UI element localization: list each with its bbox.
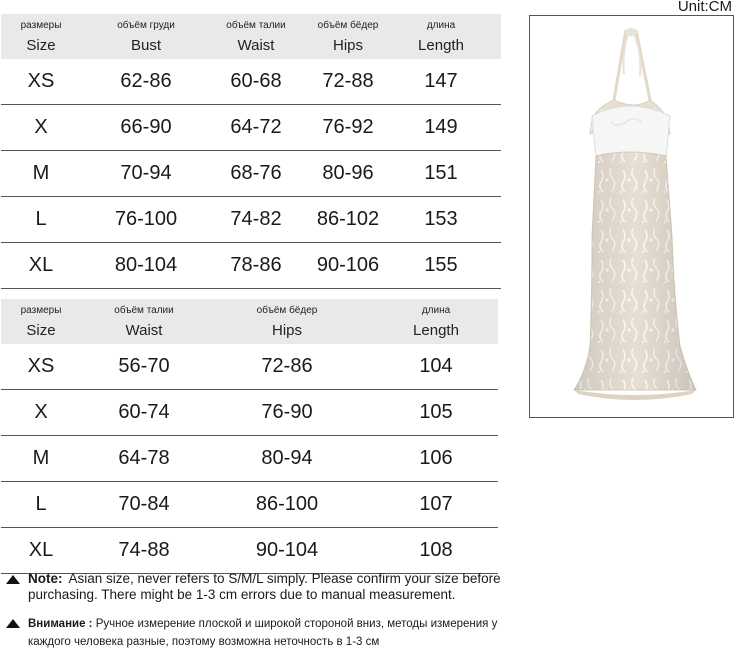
header-size xyxy=(1,299,81,344)
note-en-label: Note: xyxy=(28,571,63,586)
skirt-size-table xyxy=(1,299,498,574)
cell-length: 105 xyxy=(419,401,453,423)
table-row xyxy=(1,390,498,436)
table-row xyxy=(1,197,501,243)
cell-hips: 86-102 xyxy=(316,208,380,230)
table-header xyxy=(1,14,501,59)
cell-waist: 56-70 xyxy=(118,355,170,377)
halter-lace-dress-image xyxy=(530,16,733,417)
cell-size: X xyxy=(34,116,48,138)
header-size xyxy=(1,14,81,59)
cell-size: XS xyxy=(27,70,55,92)
cell-hips: 80-96 xyxy=(322,162,374,184)
cell-waist: 70-84 xyxy=(118,493,170,515)
cell-size: X xyxy=(34,401,48,423)
cell-length: 107 xyxy=(419,493,453,515)
cell-waist: 74-88 xyxy=(118,539,170,561)
cell-hips: 76-90 xyxy=(261,401,313,423)
cell-waist: 74-82 xyxy=(230,208,282,230)
note-ru xyxy=(4,615,514,651)
header-size-en: Size xyxy=(26,322,56,339)
header-waist-ru: объём талии xyxy=(114,305,174,316)
header-length-ru: длина xyxy=(426,20,456,31)
cell-hips: 90-104 xyxy=(255,539,319,561)
cell-length: 153 xyxy=(424,208,458,230)
cell-bust: 62-86 xyxy=(120,70,172,92)
header-hips-en: Hips xyxy=(271,322,302,339)
note-en xyxy=(4,571,514,603)
table-row xyxy=(1,151,501,197)
cell-hips: 72-86 xyxy=(261,355,313,377)
triangle-up-icon xyxy=(6,575,20,584)
header-waist xyxy=(206,14,306,59)
cell-bust: 80-104 xyxy=(114,254,178,276)
header-length xyxy=(391,14,491,59)
header-hips xyxy=(298,14,398,59)
table-row xyxy=(1,528,498,574)
header-waist xyxy=(94,299,194,344)
cell-length: 106 xyxy=(419,447,453,469)
cell-hips: 80-94 xyxy=(261,447,313,469)
cell-length: 108 xyxy=(419,539,453,561)
cell-waist: 64-72 xyxy=(230,116,282,138)
cell-length: 147 xyxy=(424,70,458,92)
header-length-en: Length xyxy=(418,37,464,54)
dress-size-table xyxy=(1,14,501,289)
cell-length: 151 xyxy=(424,162,458,184)
header-waist-en: Waist xyxy=(125,322,163,339)
note-ru-label: Внимание : xyxy=(28,618,93,630)
triangle-up-icon xyxy=(6,619,20,628)
note-ru-text: Ручное измерение плоской и широкой стороной вниз, методы измерения у каждого человека разные, поэтому возможна неточность в 1-3 см xyxy=(28,618,498,648)
header-hips-en: Hips xyxy=(332,37,363,54)
table-row xyxy=(1,482,498,528)
table-row xyxy=(1,243,501,289)
cell-hips: 76-92 xyxy=(322,116,374,138)
cell-size: L xyxy=(35,208,47,230)
cell-length: 149 xyxy=(424,116,458,138)
header-hips-ru: объём бёдер xyxy=(256,305,318,316)
cell-waist: 60-74 xyxy=(118,401,170,423)
table-header xyxy=(1,299,498,344)
cell-size: M xyxy=(32,162,50,184)
header-bust xyxy=(96,14,196,59)
note-en-text: Asian size, never refers to S/M/L simply. Please confirm your size before purchasing. There might be 1-3 cm errors due to manual measurement. xyxy=(28,571,501,602)
cell-size: XS xyxy=(27,355,55,377)
cell-length: 104 xyxy=(419,355,453,377)
header-length-en: Length xyxy=(413,322,459,339)
header-size-ru: размеры xyxy=(20,20,62,31)
header-bust-ru: объём груди xyxy=(117,20,175,31)
cell-waist: 60-68 xyxy=(230,70,282,92)
cell-bust: 66-90 xyxy=(120,116,172,138)
table-row xyxy=(1,59,501,105)
cell-hips: 72-88 xyxy=(322,70,374,92)
cell-waist: 68-76 xyxy=(230,162,282,184)
header-length xyxy=(386,299,486,344)
table-row xyxy=(1,105,501,151)
header-size-en: Size xyxy=(26,37,56,54)
notes-section xyxy=(4,571,514,651)
cell-hips: 90-106 xyxy=(316,254,380,276)
cell-hips: 86-100 xyxy=(255,493,319,515)
header-waist-ru: объём талии xyxy=(226,20,286,31)
header-hips-ru: объём бёдер xyxy=(317,20,379,31)
unit-label: Unit:CM xyxy=(677,0,732,15)
cell-bust: 76-100 xyxy=(114,208,178,230)
product-photo xyxy=(529,15,734,418)
header-hips xyxy=(227,299,347,344)
cell-size: L xyxy=(35,493,47,515)
cell-size: XL xyxy=(28,254,54,276)
cell-size: M xyxy=(32,447,50,469)
cell-bust: 70-94 xyxy=(120,162,172,184)
cell-waist: 78-86 xyxy=(230,254,282,276)
table-row xyxy=(1,436,498,482)
header-length-ru: длина xyxy=(421,305,451,316)
cell-length: 155 xyxy=(424,254,458,276)
header-bust-en: Bust xyxy=(130,37,161,54)
cell-waist: 64-78 xyxy=(118,447,170,469)
cell-size: XL xyxy=(28,539,54,561)
table-row xyxy=(1,344,498,390)
header-waist-en: Waist xyxy=(237,37,275,54)
header-size-ru: размеры xyxy=(20,305,62,316)
